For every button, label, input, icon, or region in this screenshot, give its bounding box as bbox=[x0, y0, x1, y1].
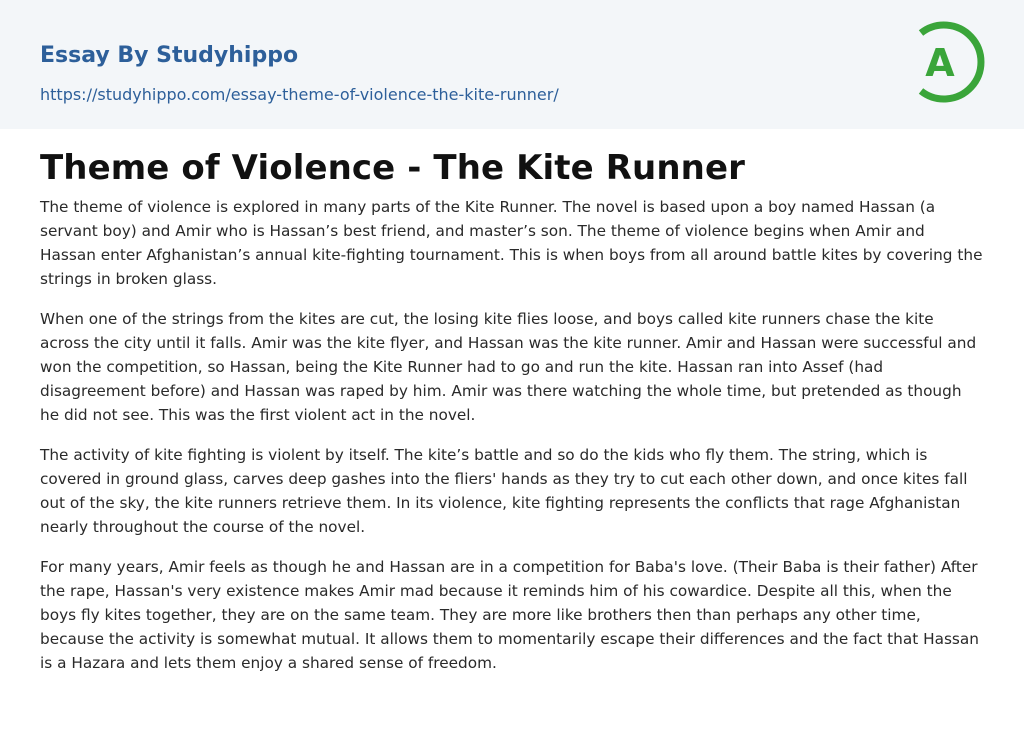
source-url-link[interactable]: https://studyhippo.com/essay-theme-of-violence-the-kite-runner/ bbox=[40, 85, 559, 104]
site-header bbox=[0, 0, 1024, 129]
essay-paragraph-4: For many years, Amir feels as though he and Hassan are in a competition for Baba's love. (Their Baba is their father) After the rape, Hassan's very existence makes Amir mad because it reminds him of his cowardice. Despite all this, when the boys fly kites together, they are on the same team. They are more like brothers then than perhaps any other time, because the activity is somewhat mutual. It allows them to momentarily escape their differences and the fact that Hassan is a Hazara and lets them enjoy a shared sense of freedom. bbox=[40, 558, 979, 672]
essay-title: Theme of Violence - The Kite Runner bbox=[40, 148, 745, 188]
brand-name[interactable]: Essay By Studyhippo bbox=[40, 43, 299, 68]
studyhippo-logo-icon[interactable] bbox=[912, 19, 986, 105]
essay-paragraph-3: The activity of kite fighting is violent by itself. The kite’s battle and so do the kids who fly them. The string, which is covered in ground glass, carves deep gashes into the fliers' hands as they try to cut each other down, and once kites fall out of the sky, the kite runners retrieve them. In its violence, kite fighting represents the conflicts that rage Afghanistan nearly throughout the course of the novel. bbox=[40, 446, 968, 536]
essay-paragraph-1: The theme of violence is explored in many parts of the Kite Runner. The novel is based upon a boy named Hassan (a servant boy) and Amir who is Hassan’s best friend, and master’s son. The theme of violence begins when Amir and Hassan enter Afghanistan’s annual kite-fighting tournament. This is when boys from all around battle kites by covering the strings in broken glass. bbox=[40, 198, 983, 288]
essay-content bbox=[0, 129, 1024, 675]
logo-letter: A bbox=[925, 41, 955, 85]
essay-paragraph-2: When one of the strings from the kites are cut, the losing kite flies loose, and boys called kite runners chase the kite across the city until it falls. Amir was the kite flyer, and Hassan was the kite runner. Amir and Hassan were successful and won the competition, so Hassan, being the Kite Runner had to go and run the kite. Hassan ran into Assef (had disagreement before) and Hassan was raped by him. Amir was there watching the whole time, but pretended as though he did not see. This was the first violent act in the novel. bbox=[40, 310, 977, 424]
